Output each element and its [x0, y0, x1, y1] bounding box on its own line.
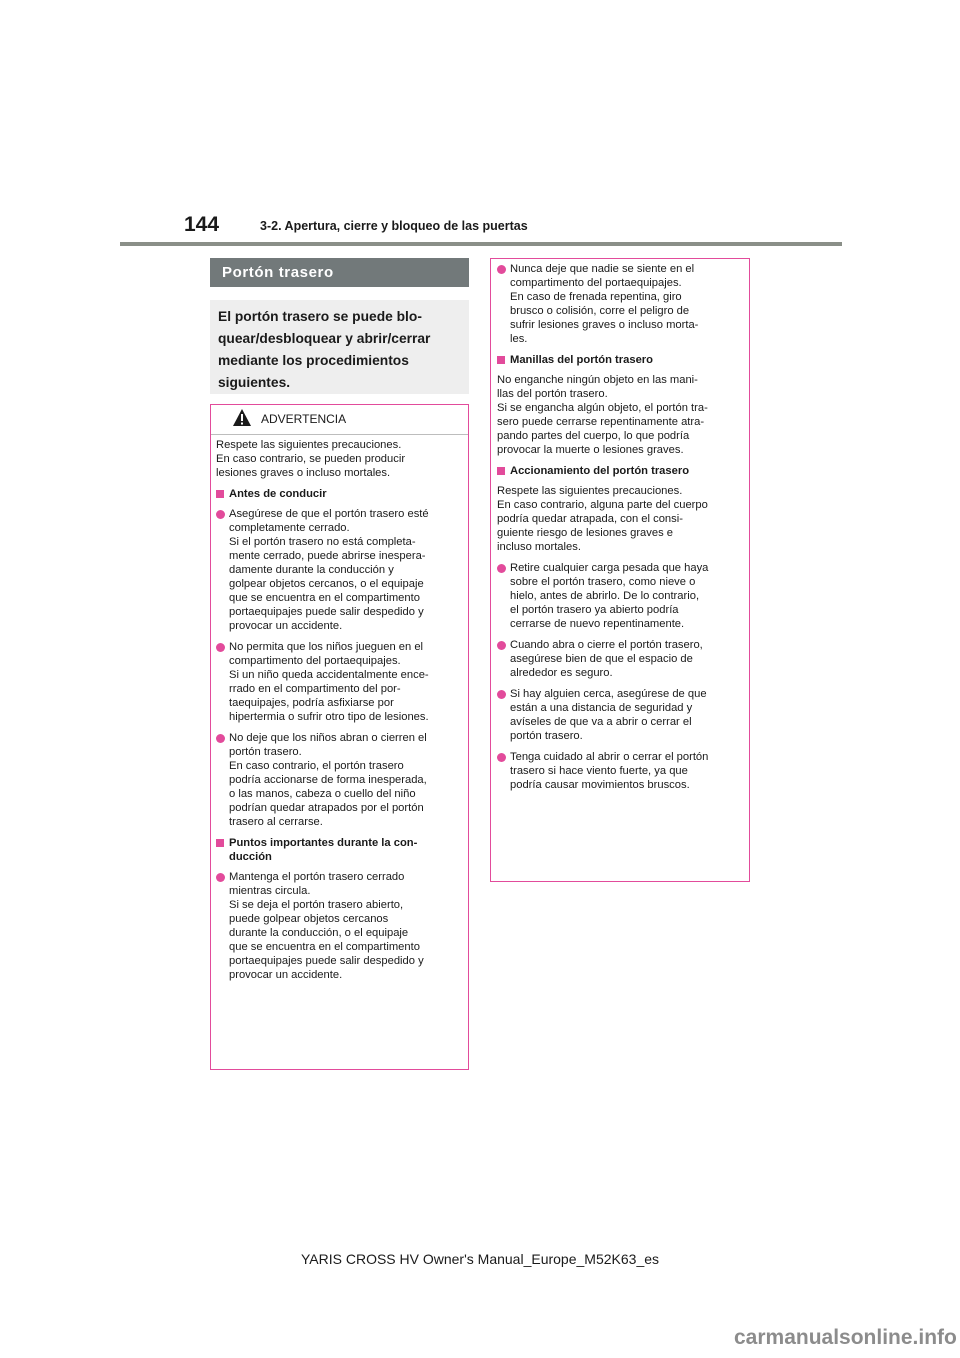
warning-triangle-icon	[232, 408, 252, 427]
header-rule	[120, 242, 842, 246]
intro-line: mediante los procedimientos	[218, 353, 409, 368]
text-line: Si hay alguien cerca, asegúrese de que	[510, 688, 707, 700]
intro-line: quear/desbloquear y abrir/cerrar	[218, 331, 431, 346]
bullet-item	[216, 731, 462, 829]
text-line: podría quedar atrapada, con el consi-	[497, 513, 683, 525]
text-line: podría accionarse de forma inesperada,	[229, 774, 427, 786]
text-line: Accionamiento del portón trasero	[510, 465, 690, 477]
warning-continued-box	[490, 258, 750, 882]
text-line: trasero al cerrarse.	[229, 816, 323, 828]
bullet-item	[497, 262, 744, 346]
text-line: En caso contrario, se pueden producir	[216, 453, 406, 465]
text-line: puede golpear objetos cercanos	[229, 913, 389, 925]
text-line: Respete las siguientes precauciones.	[497, 485, 683, 497]
text-line: Si se engancha algún objeto, el portón tra-	[497, 402, 708, 414]
text-line: En caso de frenada repentina, giro	[510, 291, 682, 303]
text-line: rrado en el compartimento del por-	[229, 683, 401, 695]
text-line: les.	[510, 333, 528, 345]
intro-line: El portón trasero se puede blo-	[218, 309, 422, 324]
text-line: cerrarse de nuevo repentinamente.	[510, 618, 685, 630]
text-line: No enganche ningún objeto en las mani-	[497, 374, 698, 386]
intro-box	[210, 300, 469, 394]
text-line: incluso mortales.	[497, 541, 581, 553]
round-bullet-icon	[497, 641, 506, 650]
bullet-item	[497, 687, 744, 743]
text-line: asegúrese bien de que el espacio de	[510, 653, 693, 665]
text-line: taequipajes, podría asfixiarse por	[229, 697, 394, 709]
text-line: Antes de conducir	[229, 488, 327, 500]
subheading	[497, 353, 744, 367]
text-line: ducción	[229, 851, 272, 863]
bullet-item	[497, 750, 744, 792]
round-bullet-icon	[497, 690, 506, 699]
text-line: Puntos importantes durante la con-	[229, 837, 418, 849]
bullet-item	[216, 640, 462, 724]
text-line: llas del portón trasero.	[497, 388, 608, 400]
text-line: podría causar movimientos bruscos.	[510, 779, 690, 791]
text-line: sero puede cerrarse repentinamente atra-	[497, 416, 705, 428]
text-line: el portón trasero ya abierto podría	[510, 604, 679, 616]
paragraph	[497, 484, 744, 554]
text-line: Cuando abra o cierre el portón trasero,	[510, 639, 703, 651]
text-line: provocar un accidente.	[229, 620, 343, 632]
round-bullet-icon	[216, 510, 225, 519]
text-line: Retire cualquier carga pesada que haya	[510, 562, 709, 574]
text-line: Si un niño queda accidentalmente ence-	[229, 669, 429, 681]
text-line: Respete las siguientes precauciones.	[216, 439, 402, 451]
text-line: guiente riesgo de lesiones graves e	[497, 527, 674, 539]
text-line: están a una distancia de seguridad y	[510, 702, 693, 714]
text-line: brusco o colisión, corre el peligro de	[510, 305, 690, 317]
square-bullet-icon	[497, 356, 505, 364]
text-line: golpear objetos cercanos, o el equipaje	[229, 578, 424, 590]
text-line: mientras circula.	[229, 885, 311, 897]
bullet-item	[497, 561, 744, 631]
text-line: Si se deja el portón trasero abierto,	[229, 899, 404, 911]
text-line: que se encuentra en el compartimento	[229, 941, 420, 953]
text-line: Nunca deje que nadie se siente en el	[510, 263, 695, 275]
text-line: durante la conducción, o el equipaje	[229, 927, 409, 939]
text-line: damente durante la conducción y	[229, 564, 394, 576]
text-line: En caso contrario, alguna parte del cuerpo	[497, 499, 708, 511]
text-line: Tenga cuidado al abrir o cerrar el portón	[510, 751, 709, 763]
subheading	[216, 487, 462, 501]
text-line: Mantenga el portón trasero cerrado	[229, 871, 405, 883]
footer-text: YARIS CROSS HV Owner's Manual_Europe_M52K63_es	[300, 1251, 660, 1267]
warning-box	[210, 404, 469, 1070]
bullet-item	[216, 507, 462, 633]
paragraph	[216, 438, 462, 480]
text-line: completamente cerrado.	[229, 522, 350, 534]
square-bullet-icon	[216, 839, 224, 847]
text-line: pando partes del cuerpo, lo que podría	[497, 430, 690, 442]
intro-line: siguientes.	[218, 375, 291, 390]
text-line: alrededor es seguro.	[510, 667, 613, 679]
text-line: portón trasero.	[510, 730, 583, 742]
text-line: compartimento del portaequipajes.	[229, 655, 401, 667]
text-line: Si el portón trasero no está completa-	[229, 536, 416, 548]
text-line: trasero si hace viento fuerte, ya que	[510, 765, 688, 777]
round-bullet-icon	[216, 643, 225, 652]
round-bullet-icon	[216, 734, 225, 743]
text-line: portaequipajes puede salir despedido y	[229, 606, 424, 618]
warning-body	[211, 435, 468, 982]
warning-title: ADVERTENCIA	[261, 412, 347, 426]
subheading	[216, 836, 462, 864]
paragraph	[497, 373, 744, 457]
text-line: No permita que los niños jueguen en el	[229, 641, 424, 653]
warning-header	[211, 405, 468, 435]
text-line: No deje que los niños abran o cierren el	[229, 732, 427, 744]
text-line: provocar un accidente.	[229, 969, 343, 981]
text-line: o las manos, cabeza o cuello del niño	[229, 788, 416, 800]
intro-text	[210, 300, 469, 394]
text-line: que se encuentra en el compartimento	[229, 592, 420, 604]
section-title: 3-2. Apertura, cierre y bloqueo de las puertas	[260, 219, 528, 233]
title-bar	[210, 258, 469, 287]
page-number: 144	[184, 213, 220, 236]
text-line: Asegúrese de que el portón trasero esté	[229, 508, 429, 520]
warning-continued-body	[491, 259, 749, 792]
text-line: compartimento del portaequipajes.	[510, 277, 682, 289]
round-bullet-icon	[216, 873, 225, 882]
subheading	[497, 464, 744, 478]
text-line: sobre el portón trasero, como nieve o	[510, 576, 696, 588]
text-line: Manillas del portón trasero	[510, 354, 653, 366]
square-bullet-icon	[497, 467, 505, 475]
text-line: avíseles de que va a abrir o cerrar el	[510, 716, 692, 728]
text-line: portaequipajes puede salir despedido y	[229, 955, 424, 967]
page-title: Portón trasero	[222, 264, 334, 281]
text-line: hipertermia o sufrir otro tipo de lesiones.	[229, 711, 429, 723]
bullet-item	[216, 870, 462, 982]
round-bullet-icon	[497, 564, 506, 573]
round-bullet-icon	[497, 265, 506, 274]
text-line: provocar la muerte o lesiones graves.	[497, 444, 684, 456]
text-line: En caso contrario, el portón trasero	[229, 760, 404, 772]
bullet-item	[497, 638, 744, 680]
text-line: portón trasero.	[229, 746, 302, 758]
text-line: mente cerrado, puede abrirse inespera-	[229, 550, 426, 562]
text-line: podrían quedar atrapados por el portón	[229, 802, 424, 814]
round-bullet-icon	[497, 753, 506, 762]
watermark: carmanualsonline.info	[734, 1326, 957, 1349]
square-bullet-icon	[216, 490, 224, 498]
text-line: sufrir lesiones graves o incluso morta-	[510, 319, 699, 331]
text-line: lesiones graves o incluso mortales.	[216, 467, 391, 479]
text-line: hielo, antes de abrirlo. De lo contrario,	[510, 590, 700, 602]
